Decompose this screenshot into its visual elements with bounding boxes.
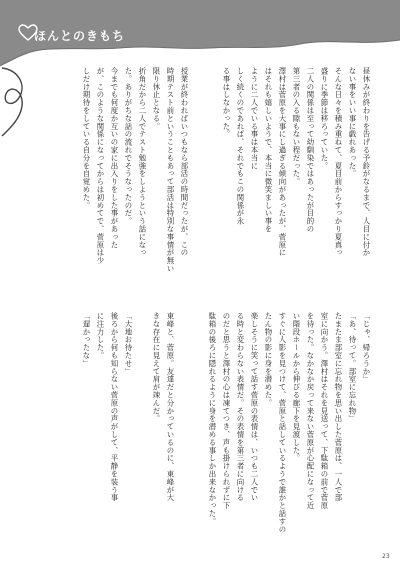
text-column: のだと思うと澤村の心は凍てつき、声も掛けられずに下 [222, 312, 231, 510]
text-column: そんな日々を積み重ねて、夏目前からすっかり夏真っ [334, 67, 343, 257]
text-column: 今までも何度か互いの家に出入りをした事があった [110, 67, 119, 249]
text-column: ない事をいい事に戯れあった。 [348, 67, 357, 178]
text-column: 時期テスト前ということもあって部活は特別な事情が無い [166, 67, 175, 273]
text-column: る時と変わらない表情だ。その表情を第三者に向ける [236, 312, 245, 502]
text-column: 室に向かう。澤村はそれを見送って、下駄箱の前で菅原 [320, 312, 329, 510]
text-column: 限り休止となる。 [152, 67, 161, 131]
text-column: ように二人でいる事は本当に [250, 67, 259, 170]
text-column: が、このような関係になってからは初めてで、菅原は少 [96, 67, 105, 265]
text-column: たん物の影に身を潜めた。 [264, 312, 273, 407]
text-column: 駄箱の後ろに隠れるように身を潜める事しか出来なかった。 [208, 312, 217, 526]
text-column: 後ろから何も知らない菅原の声がして、平静を装う事 [110, 312, 119, 502]
text-column: 「あ、待って。部室に忘れ物」 [348, 312, 357, 423]
text-column: 二人の関係は至って幼馴染ではあったが目的の [306, 67, 315, 233]
swirl-decoration [0, 60, 40, 140]
text-column: きな存在に見えて肩が竦んだ。 [152, 312, 161, 423]
text-column: に注力した。 [96, 312, 105, 360]
text-column: 「じゃ、帰ろうか」 [362, 312, 371, 384]
text-column: 楽しそうに笑って話す菅原の表情は、いつも二人でい [250, 312, 259, 502]
text-column: た。ありがちな話の流れでそうなったのだ。 [124, 67, 133, 225]
text-column: 昼休みが終わりを告げる予鈴がなるまで、人目に付か [362, 67, 371, 257]
text-column: たまたま部室に忘れ物を思い出した菅原は、一人で部 [334, 312, 343, 502]
page-number: 23 [382, 553, 390, 560]
text-column: 東峰と、菅原。友達だと分かっているのに、東峰が大 [166, 312, 175, 502]
text-column: 澤村は菅原を大事にし過ぎる傾向があったが、菅原に [278, 67, 287, 257]
text-column: 「大地お待たせ」 [124, 312, 133, 376]
text-column: い階段ホールから伸びる廊下を見渡した。 [292, 312, 301, 463]
text-column: しだけ期待をしている自分を自覚めた。 [82, 67, 91, 210]
text-column: る事はしなかった。 [222, 67, 231, 139]
text-column: を待った。なかなか戻って来ない菅原が心配になって近 [306, 312, 315, 510]
text-column: 盛りに季節は移ろっていた。 [320, 67, 329, 170]
text-column: すぐに人影を見つけて、菅原と話しているようで誰かと話すの [278, 312, 287, 534]
text-column: 授業が終わればいつもなら部活の時間だったが、この [180, 67, 189, 257]
page-title: ほんとのきもち [34, 29, 126, 43]
text-column: 「遅かったな」 [82, 312, 91, 368]
text-column: 折角だから二人でテスト勉強をしようという話になっ [138, 67, 147, 257]
text-column: 第三者の入る隙もない程だった。 [292, 67, 301, 186]
text-column: しく続くのであれば、それでもこの関係が永 [236, 67, 245, 225]
text-column: はそれも嬉しいようで、本当に微笑ましい事を [264, 67, 273, 233]
